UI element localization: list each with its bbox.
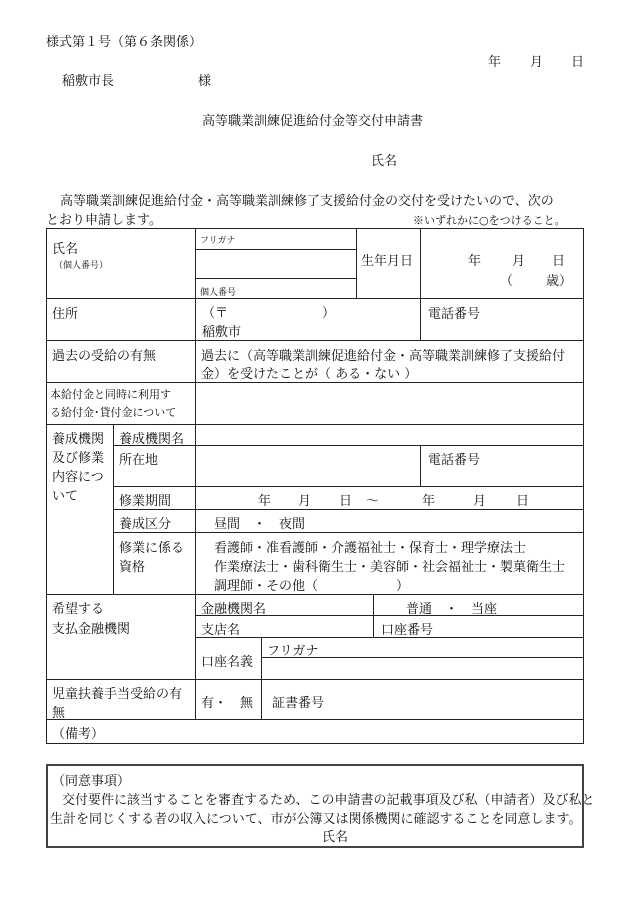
addressee-honorific: 様 <box>198 74 212 89</box>
applicant-name-label: 氏名 <box>371 154 398 169</box>
postal-close: ） <box>322 306 336 321</box>
birth-month-label: 月 <box>512 254 526 269</box>
postal-open: （〒 <box>202 306 229 321</box>
concurrent-benefits-line-2: る給付金･貸付金について <box>50 406 177 419</box>
branch-label: 支店名 <box>201 623 241 638</box>
document-title: 高等職業訓練促進給付金等交付申請書 <box>202 114 424 129</box>
certificate-number-label: 証書番号 <box>272 696 325 711</box>
period-label: 修業期間 <box>119 494 172 509</box>
division-label: 養成区分 <box>119 517 172 532</box>
institution-group-line-1: 養成機関 <box>52 432 105 447</box>
institution-name-label: 養成機関名 <box>119 432 185 447</box>
address-label: 住所 <box>52 307 79 322</box>
period-end-day: 日 <box>516 494 530 509</box>
period-end-year: 年 <box>422 494 436 509</box>
remarks-label: （備考） <box>52 727 105 742</box>
address-phone-label: 電話番号 <box>428 307 481 322</box>
location-phone-label: 電話番号 <box>428 453 481 468</box>
name-label: 氏名 <box>52 242 79 257</box>
birth-year-label: 年 <box>468 254 482 269</box>
child-allowance-options: 有・ 無 <box>201 696 254 711</box>
qualification-line-2: 作業療法士・歯科衛生士・美容師・社会福祉士・製菓衛生士 <box>214 560 566 575</box>
child-allowance-line-2: 無 <box>52 706 66 721</box>
qualification-line-1: 看護師・准看護師・介護福祉士・保育士・理学療法士 <box>214 541 527 556</box>
institution-group-line-2: 及び修業 <box>52 451 105 466</box>
intro-note: ※いずれかに○をつけること。 <box>413 214 566 227</box>
consent-heading: （同意事項） <box>52 774 131 789</box>
account-number-label: 口座番号 <box>381 623 434 638</box>
past-receipt-line-2: 金）を受けたことが（ ある・ない ） <box>201 367 418 382</box>
location-label: 所在地 <box>119 453 159 468</box>
birthdate-label: 生年月日 <box>361 254 414 269</box>
account-furigana-label: フリガナ <box>267 644 319 659</box>
period-start-year: 年 <box>258 494 272 509</box>
birth-day-label: 日 <box>552 254 566 269</box>
age-close: 歳） <box>546 274 573 289</box>
consent-line-1: 交付要件に該当することを審査するため、この申請書の記載事項及び私（申請者）及び私と <box>62 793 595 808</box>
intro-line-1: 高等職業訓練促進給付金・高等職業訓練修了支援給付金の交付を受けたいので、次の <box>60 194 554 209</box>
addressee: 稲敷市長 <box>62 74 115 89</box>
furigana-label: フリガナ <box>200 236 236 246</box>
period-separator: ～ <box>366 494 380 509</box>
qualification-label-line-1: 修業に係る <box>119 541 185 556</box>
bank-label-line-1: 希望する <box>52 602 105 617</box>
consent-line-2: 生計を同じくする者の収入について、市が公簿又は関係機関に確認することを同意します。 <box>50 812 582 827</box>
institution-group-line-4: いて <box>52 489 79 504</box>
past-receipt-label: 過去の受給の有無 <box>52 349 157 364</box>
personal-number-small-label: 個人番号 <box>200 288 237 298</box>
past-receipt-line-1: 過去に（高等職業訓練促進給付金・高等職業訓練修了支援給付 <box>201 349 566 364</box>
bank-name-label: 金融機関名 <box>201 602 267 617</box>
date-month-label: 月 <box>530 55 544 70</box>
date-day-label: 日 <box>571 55 585 70</box>
qualification-label-line-2: 資格 <box>119 560 146 575</box>
intro-line-2: とおり申請します。 <box>46 213 162 228</box>
period-start-day: 日 <box>339 494 353 509</box>
bank-label-line-2: 支払金融機関 <box>52 622 131 637</box>
age-open: （ <box>500 274 514 289</box>
personal-number-label: （個人番号） <box>54 261 109 271</box>
qualification-line-3: 調理師・その他（ ） <box>214 579 410 594</box>
concurrent-benefits-line-1: 本給付金と同時に利用す <box>50 388 171 401</box>
date-year-label: 年 <box>488 55 502 70</box>
form-number: 様式第１号（第６条関係） <box>46 35 203 50</box>
child-allowance-line-1: 児童扶養手当受給の有 <box>52 687 183 702</box>
institution-group-line-3: 内容につ <box>52 470 104 485</box>
account-holder-label: 口座名義 <box>201 655 254 670</box>
city-name: 稲敷市 <box>202 325 242 340</box>
period-start-month: 月 <box>298 494 312 509</box>
consent-name-label: 氏名 <box>322 830 349 845</box>
period-end-month: 月 <box>473 494 487 509</box>
division-options: 昼間 ・ 夜間 <box>214 517 306 532</box>
account-type-options: 普通 ・ 当座 <box>406 602 498 617</box>
